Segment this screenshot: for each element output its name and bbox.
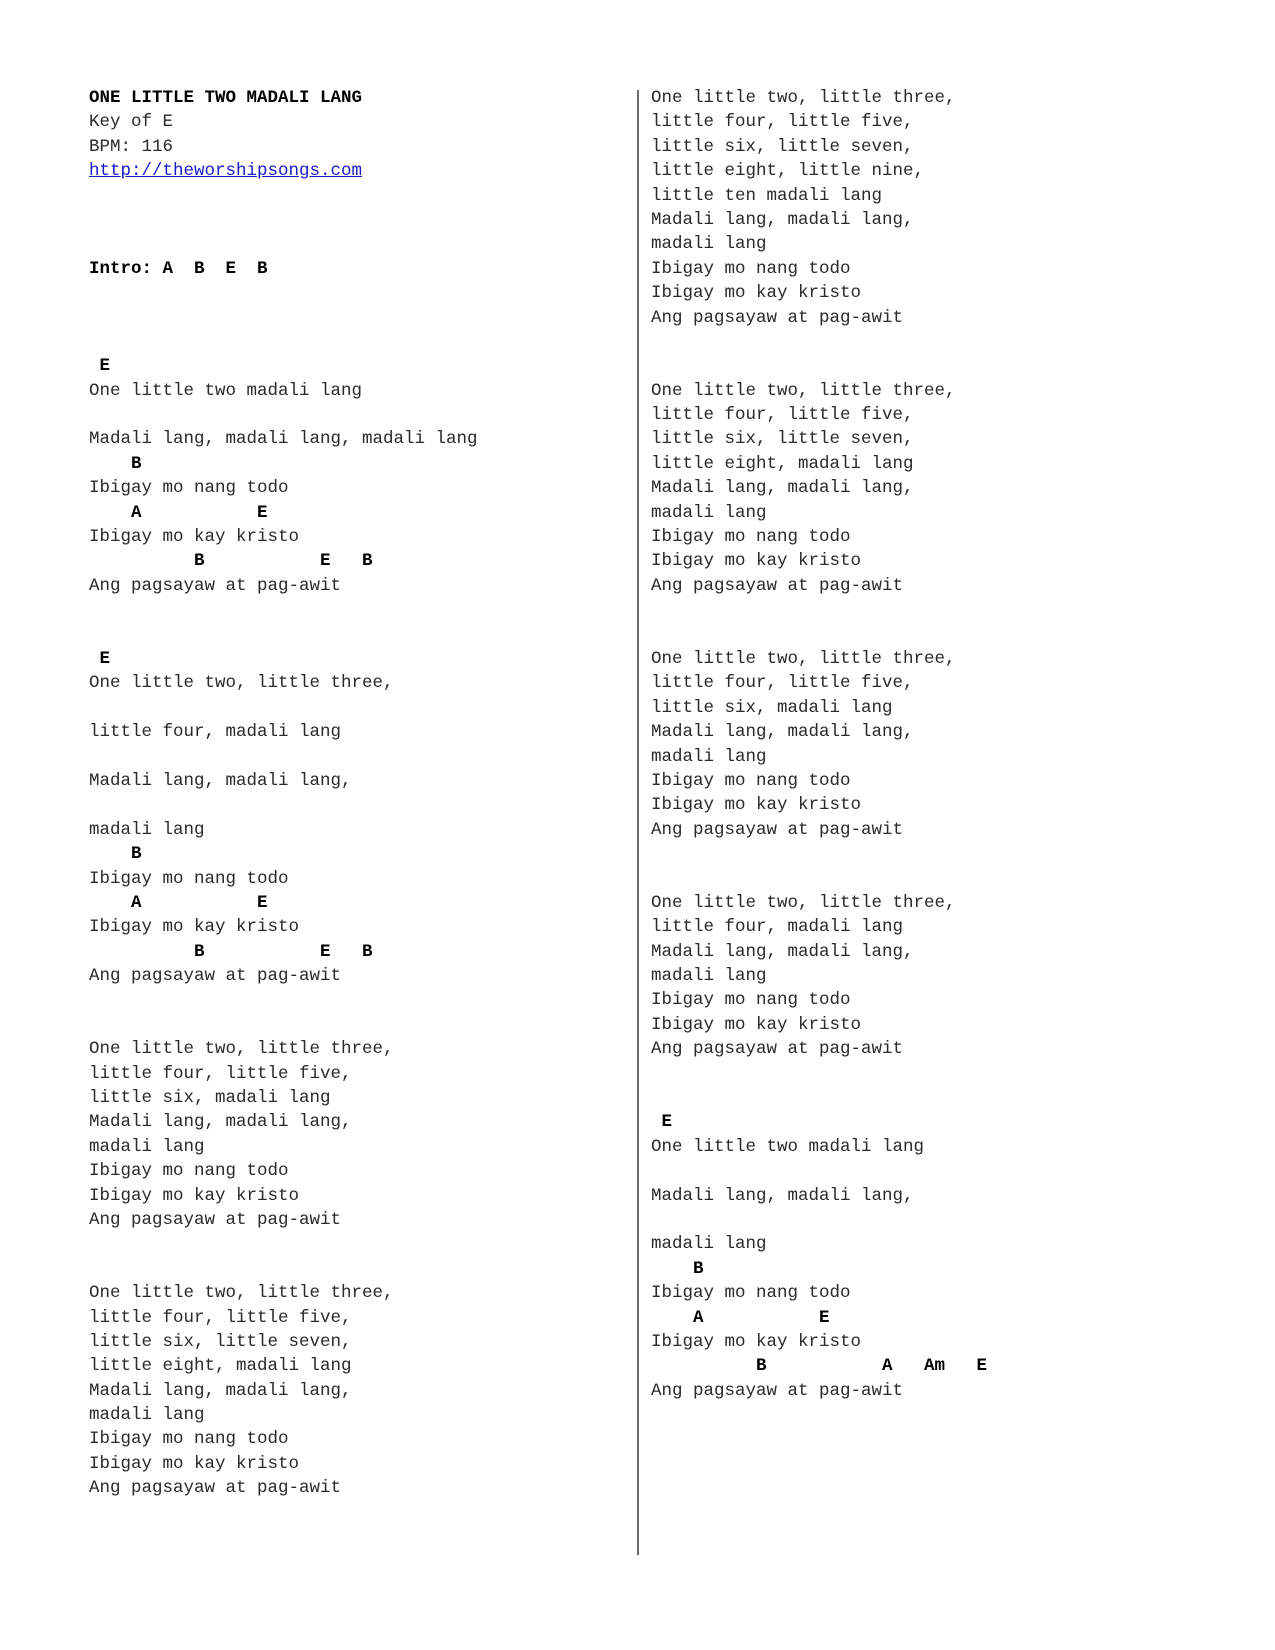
- lyric-line: Madali lang, madali lang, madali lang: [89, 429, 478, 450]
- left-column: [89, 86, 619, 1501]
- blank-line: [89, 281, 619, 305]
- blank-line: [89, 745, 619, 769]
- blank-line: [89, 184, 619, 208]
- blank-line: [89, 623, 619, 647]
- blank-line: [651, 598, 1211, 622]
- lyric-line: madali lang: [651, 746, 767, 767]
- lyric-line: Ang pagsayaw at pag-awit: [651, 1380, 904, 1401]
- lyric-line: madali lang: [89, 1136, 205, 1157]
- blank-line: [89, 330, 619, 354]
- lyric-line: One little two, little three,: [89, 673, 394, 694]
- lyric-line: madali lang: [89, 1405, 205, 1426]
- chord-line: B: [89, 453, 142, 474]
- lyric-line: One little two madali lang: [651, 1136, 925, 1157]
- lyric-line: little four, little five,: [651, 405, 914, 426]
- lyric-line: Madali lang, madali lang,: [89, 770, 352, 791]
- lyric-line: little eight, madali lang: [651, 453, 914, 474]
- lyric-line: Ibigay mo kay kristo: [89, 917, 300, 938]
- blank-line: [89, 1257, 619, 1281]
- lyric-line: Ibigay mo nang todo: [651, 1283, 851, 1304]
- chord-line: E: [89, 356, 111, 377]
- lyric-line: Ang pagsayaw at pag-awit: [651, 307, 904, 328]
- lyric-line: Ibigay mo kay kristo: [651, 1014, 862, 1035]
- lyric-line: Ang pagsayaw at pag-awit: [651, 819, 904, 840]
- blank-line: [89, 403, 619, 427]
- lyric-line: Ibigay mo nang todo: [651, 770, 851, 791]
- lyric-line: Ibigay mo kay kristo: [651, 283, 862, 304]
- song-meta: Key of E: [89, 112, 174, 133]
- lyric-line: Ibigay mo kay kristo: [651, 1331, 862, 1352]
- chord-line: A E: [89, 892, 268, 913]
- lyric-line: Ibigay mo nang todo: [89, 868, 289, 889]
- lyric-line: One little two, little three,: [651, 892, 956, 913]
- blank-line: [89, 1232, 619, 1256]
- blank-line: [89, 232, 619, 256]
- blank-line: [651, 330, 1211, 354]
- song-title: ONE LITTLE TWO MADALI LANG: [89, 88, 363, 108]
- chord-line: A E: [651, 1307, 830, 1328]
- lyric-line: Ang pagsayaw at pag-awit: [89, 1209, 342, 1230]
- lyric-line: Ibigay mo nang todo: [89, 1429, 289, 1450]
- lyric-line: Ibigay mo kay kristo: [651, 551, 862, 572]
- lyric-line: Ibigay mo nang todo: [651, 990, 851, 1011]
- lyric-line: Madali lang, madali lang,: [89, 1112, 352, 1133]
- lyric-line: little four, little five,: [89, 1307, 352, 1328]
- lyric-line: One little two, little three,: [651, 88, 956, 108]
- lyric-line: Ibigay mo nang todo: [651, 527, 851, 548]
- lyric-line: Madali lang, madali lang,: [89, 1380, 352, 1401]
- chord-line: B E B: [89, 941, 373, 962]
- lyric-line: Ibigay mo kay kristo: [89, 1453, 300, 1474]
- right-column: [651, 86, 1211, 1403]
- blank-line: [89, 988, 619, 1012]
- blank-line: [651, 623, 1211, 647]
- lyric-line: little ten madali lang: [651, 185, 883, 206]
- chord-line: A E: [89, 502, 268, 523]
- blank-line: [651, 1062, 1211, 1086]
- blank-line: [651, 354, 1211, 378]
- lyric-line: Madali lang, madali lang,: [651, 941, 914, 962]
- lyric-line: little six, little seven,: [651, 429, 914, 450]
- lyric-line: Ibigay mo kay kristo: [651, 795, 862, 816]
- lyric-line: One little two, little three,: [651, 380, 956, 401]
- lyric-line: little eight, madali lang: [89, 1356, 352, 1377]
- chord-line: B: [651, 1258, 704, 1279]
- chord-line: B E B: [89, 551, 373, 572]
- lyric-line: little four, madali lang: [651, 917, 904, 938]
- blank-line: [89, 306, 619, 330]
- song-meta: BPM: 116: [89, 136, 174, 157]
- blank-line: [89, 793, 619, 817]
- lyric-line: little six, little seven,: [651, 136, 914, 157]
- chord-line: B A Am E: [651, 1356, 988, 1377]
- blank-line: [89, 598, 619, 622]
- chord-line: E: [651, 1112, 673, 1133]
- lyric-line: madali lang: [89, 819, 205, 840]
- lyric-line: Ang pagsayaw at pag-awit: [651, 575, 904, 596]
- column-divider: [637, 90, 639, 1555]
- chord-line: E: [89, 648, 111, 669]
- blank-line: [651, 1208, 1211, 1232]
- lyric-line: Ibigay mo kay kristo: [89, 527, 300, 548]
- lyric-line: Ibigay mo kay kristo: [89, 1185, 300, 1206]
- lyric-line: Ibigay mo nang todo: [89, 478, 289, 499]
- blank-line: [89, 208, 619, 232]
- intro-chords: Intro: A B E B: [89, 258, 268, 279]
- lyric-line: little four, little five,: [651, 112, 914, 133]
- lyric-line: little eight, little nine,: [651, 161, 925, 182]
- lyric-line: Madali lang, madali lang,: [651, 209, 914, 230]
- lyric-line: madali lang: [651, 234, 767, 255]
- lyric-line: little six, madali lang: [651, 697, 893, 718]
- lyric-line: Ibigay mo nang todo: [89, 1161, 289, 1182]
- lyric-line: One little two madali lang: [89, 380, 363, 401]
- chord-line: B: [89, 844, 142, 865]
- lyric-line: madali lang: [651, 966, 767, 987]
- blank-line: [89, 1013, 619, 1037]
- lyric-line: little four, madali lang: [89, 722, 342, 743]
- lyric-line: One little two, little three,: [89, 1039, 394, 1060]
- blank-line: [89, 696, 619, 720]
- blank-line: [651, 1159, 1211, 1183]
- lyric-line: little six, madali lang: [89, 1088, 331, 1109]
- blank-line: [651, 1086, 1211, 1110]
- lyric-line: One little two, little three,: [651, 648, 956, 669]
- lyric-line: Ang pagsayaw at pag-awit: [89, 1478, 342, 1499]
- lyric-line: Madali lang, madali lang,: [651, 478, 914, 499]
- lyric-line: One little two, little three,: [89, 1283, 394, 1304]
- blank-line: [651, 867, 1211, 891]
- lyric-line: little four, little five,: [651, 673, 914, 694]
- lyric-line: Madali lang, madali lang,: [651, 1185, 914, 1206]
- source-link[interactable]: http://theworshipsongs.com: [89, 161, 363, 182]
- lyric-line: madali lang: [651, 502, 767, 523]
- lyric-line: Ang pagsayaw at pag-awit: [651, 1039, 904, 1060]
- lyric-line: Madali lang, madali lang,: [651, 722, 914, 743]
- lyric-line: little four, little five,: [89, 1063, 352, 1084]
- lyric-line: Ang pagsayaw at pag-awit: [89, 966, 342, 987]
- lyric-line: madali lang: [651, 1234, 767, 1255]
- lyric-line: little six, little seven,: [89, 1331, 352, 1352]
- lyric-line: Ibigay mo nang todo: [651, 258, 851, 279]
- lyric-line: Ang pagsayaw at pag-awit: [89, 575, 342, 596]
- blank-line: [651, 842, 1211, 866]
